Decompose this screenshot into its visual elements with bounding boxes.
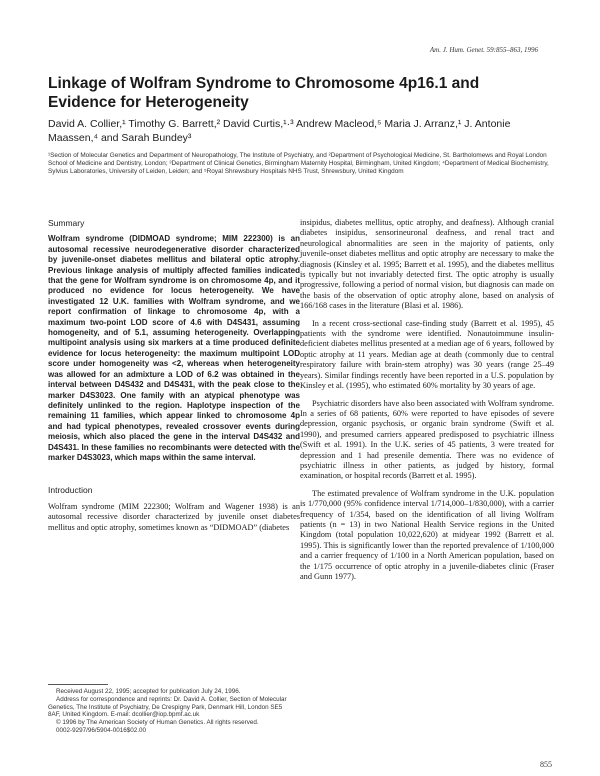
body-paragraph-4: The estimated prevalence of Wolfram syndrome in the U.K. population is 1/770,000 (95% confidence interval 1/714,000–1/830,000), with a carrier frequency of 1/354, based on the identification of all living Wolfram patients (n = 13) in two National Health Service regions in the United Kingdom (total population 10,022,620) at midyear 1992 (Barrett et al. 1995). This is significantly lower than the reported prevalence of 1/100,000 and a carrier frequency of 1/100 in a North American population, based on the 1/175 occurrence of optic atrophy in a juvenile-diabetes clinic (Fraser and Gunn 1977).	[300, 488, 554, 581]
issn-code: 0002-9297/96/5904-0016$02.00	[56, 726, 146, 734]
affiliations: ¹Section of Molecular Genetics and Department of Neuropathology, The Institute of Psychiatry, and ²Department of Psychological Medicine, St. Bartholomews and Royal London School of Medicine and Dentistry, London; ³Department of Clinical Genetics, Birmingham Maternity Hospital, Birmingham, United Kingdom; ⁴Department of Medical Biochemistry, Sylvius Laboratories, University of Leiden, Leiden; and ⁵Royal Shrewsbury Hospitals NHS Trust, Shrewsbury, United Kingdom	[48, 152, 549, 176]
article-title: Linkage of Wolfram Syndrome to Chromosome 4p16.1 and Evidence for Heterogeneity	[48, 75, 480, 111]
footnote-rule	[48, 684, 108, 685]
left-column	[48, 218, 300, 533]
author-list: David A. Collier,¹ Timothy G. Barrett,² David Curtis,¹·³ Andrew Macleod,⁵ Maria J. Arranz,¹ J. Antonie Maassen,⁴ and Sarah Bundey³	[48, 118, 511, 144]
copyright-notice: © 1996 by The American Society of Human Genetics. All rights reserved.	[56, 719, 259, 727]
right-column	[300, 218, 554, 582]
introduction-heading: Introduction	[48, 485, 93, 496]
footnote-block	[48, 688, 288, 735]
received-date: Received August 22, 1995; accepted for publication July 24, 1996.	[56, 688, 241, 695]
correspondence-address: Address for correspondence and reprints: Dr. David A. Collier, Section of Molecular Genetics, The Institute of Psychiatry, De Crespigny Park, Denmark Hill, London SE5 8AF, United Kingdom. E-mail: dcollier@iop.bpmf.ac.uk	[48, 695, 287, 719]
summary-text: Wolfram syndrome (DIDMOAD syndrome; MIM 222300) is an autosomal recessive neurodegenerative disorder characterized by juvenile-onset diabetes mellitus and bilateral optic atrophy. Previous linkage analysis of multiply affected families indicated that the gene for Wolfram syndrome is on chromosome 4p, and it produced no evidence for locus heterogeneity. We have investigated 12 U.K. families with Wolfram syndrome, and we report confirmation of linkage to chromosome 4p, with a maximum two-point LOD score of 4.6 with D4S431, assuming homogeneity, and of 5.1, assuming heterogeneity. Overlapping multipoint analysis using six markers at a time produced definite evidence for locus heterogeneity: the maximum multipoint LOD score under homogeneity was <2, whereas when heterogeneity was allowed for an admixture a LOD of 6.2 was obtained in the interval between D4S432 and D4S431, with the peak close to the marker D4S3023. One family with an atypical phenotype was definitely unlinked to the region. Haplotype inspection of the remaining 11 families, which appear linked to chromosome 4p and had typical phenotypes, revealed crossover events during meiosis, which also placed the gene in the interval D4S432 and D4S431. In these families no recombinants were detected with the marker D4S3023, which maps within the same interval.	[48, 234, 300, 462]
page-number: 855	[540, 760, 552, 769]
introduction-paragraph: Wolfram syndrome (MIM 222300; Wolfram and Wagener 1938) is an autosomal recessive disorder characterized by juvenile onset diabetes mellitus and optic atrophy, sometimes known as “DIDMOAD” (diabetes	[48, 501, 300, 532]
body-paragraph-3: Psychiatric disorders have also been associated with Wolfram syndrome. In a series of 68 patients, 60% were reported to have episodes of severe depression, organic psychosis, or organic brain syndrome (Swift et al. 1990), and presumed carriers appeared predisposed to psychiatric illness (Swift et al. 1991). In the U.K. series of 45 patients, 3 were treated for depression and 1 had presenile dementia. There was no evidence of psychiatric illness in other patients, as judged by history, formal examination, or hospital records (Barrett et al. 1995).	[300, 398, 554, 481]
body-paragraph-1: insipidus, diabetes mellitus, optic atrophy, and deafness). Although cranial diabetes insipidus, sensorineuronal deafness, and renal tract and neurological abnormalities are seen in the majority of patients, only juvenile-onset diabetes mellitus and optic atrophy are necessary to make the diagnosis (Kinsley et al. 1995; Barrett et al. 1995), and the diabetes mellitus is typically but not invariably detected first. The optic atrophy is usually progressive, following a period of normal vision, but diagnosis can made on the basis of the observation of optic atrophy alone, based on analysis of 166/168 cases in the literature (Blasi et al. 1986).	[300, 218, 554, 311]
summary-heading: Summary	[48, 218, 85, 228]
body-paragraph-2: In a recent cross-sectional case-finding study (Barrett et al. 1995), 45 patients with the syndrome were identified. Nonautoimmune insulin-deficient diabetes mellitus presented at a median age of 6 years, followed by optic atrophy at 11 years. Median age at death (commonly due to central respiratory failure with brain-stem atrophy) was 30 years (range 25–49 years). Similar findings recently have been reported in a U.S. population by Kinsley et al. (1995), who estimated 60% mortality by 30 years of age.	[300, 318, 554, 391]
journal-citation: Am. J. Hum. Genet. 59:855–863, 1996	[429, 46, 538, 54]
